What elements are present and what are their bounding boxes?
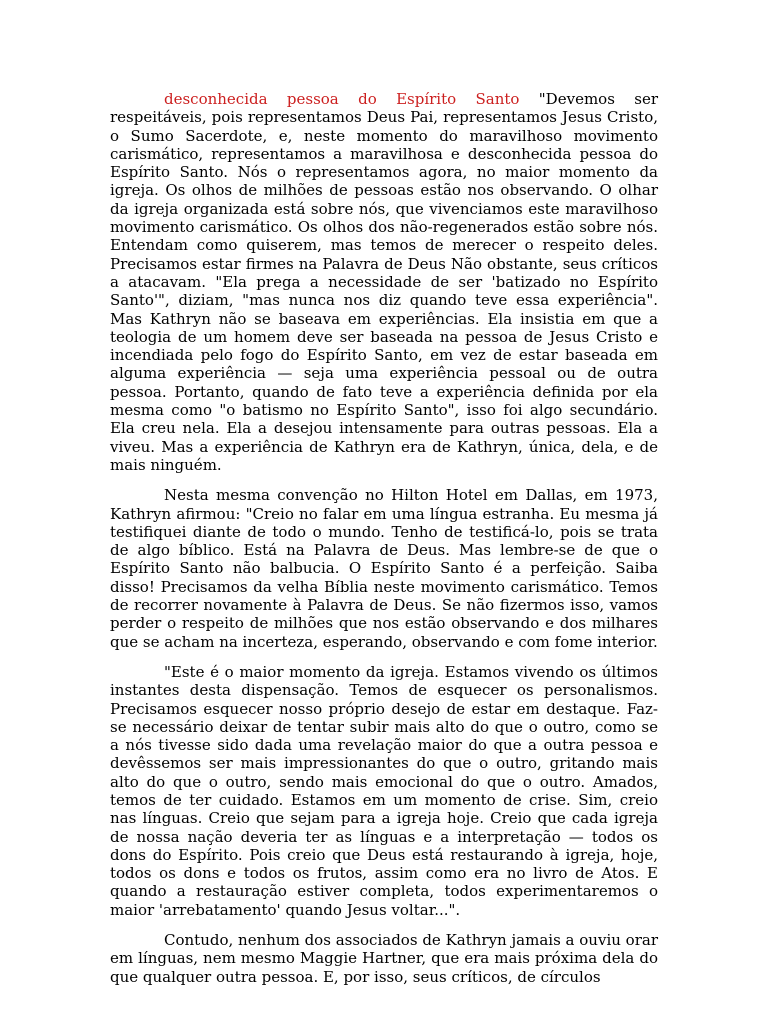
paragraph-2: Nesta mesma convenção no Hilton Hotel em Dallas, em 1973, Kathryn afirmou: "Creio no falar em uma língua estranha. Eu mesma já testifiquei diante de todo o mundo. Tenho de testificá-lo, pois se trata de algo bíblico. Está na Palavra de Deus. Mas lembre-se de que o Espírito Santo não balbucia. O Espírito Santo é a perfeição. Saiba disso! Precisamos da velha Bíblia neste movimento carismático. Temos de recorrer novamente à Palavra de Deus. Se não fizermos isso, vamos perder o respeito de milhões que nos estão observando e dos milhares que se acham na incerteza, esperando, observando e com fome interior. (110, 486, 658, 651)
paragraph-4: Contudo, nenhum dos associados de Kathryn jamais a ouviu orar em línguas, nem mesmo Maggie Hartner, que era mais próxima dela do que qualquer outra pessoa. E, por isso, seus críticos, de círculos (110, 931, 658, 986)
paragraph-1 (110, 90, 658, 474)
highlighted-phrase: desconhecida pessoa do Espírito Santo (164, 90, 520, 108)
paragraph-3: "Este é o maior momento da igreja. Estamos vivendo os últimos instantes desta dispensação. Temos de esquecer os personalismos. Precisamos esquecer nosso próprio desejo de estar em destaque. Faz-se necessário deixar de tentar subir mais alto do que o outro, como se a nós tivesse sido dada uma revelação maior do que a outra pessoa e devêssemos ser mais impressionantes do que o outro, gritando mais alto do que o outro, sendo mais emocional do que o outro. Amados, temos de ter cuidado. Estamos em um momento de crise. Sim, creio nas línguas. Creio que sejam para a igreja hoje. Creio que cada igreja de nossa nação deveria ter as línguas e a interpretação — todos os dons do Espírito. Pois creio que Deus está restaurando à igreja, hoje, todos os dons e todos os frutos, assim como era no livro de Atos. E quando a restauração estiver completa, todos experimentaremos o maior 'arrebatamento' quando Jesus voltar...". (110, 662, 658, 919)
document-page (110, 90, 658, 998)
paragraph-1-text: "Devemos ser respeitáveis, pois representamos Deus Pai, representamos Jesus Cristo, o Sumo Sacerdote, e, neste momento do maravilhoso movimento carismático, representamos a maravilhosa e desconhecida pessoa do Espírito Santo. Nós o representamos agora, no maior momento da igreja. Os olhos de milhões de pessoas estão nos observando. O olhar da igreja organizada está sobre nós, que vivenciamos este maravilhoso movimento carismático. Os olhos dos não-regenerados estão sobre nós. Entendam como quiserem, mas temos de merecer o respeito deles. Precisamos estar firmes na Palavra de Deus Não obstante, seus críticos a atacavam. "Ela prega a necessidade de ser 'batizado no Espírito Santo'", diziam, "mas nunca nos diz quando teve essa experiência". Mas Kathryn não se baseava em experiências. Ela insistia em que a teologia de um homem deve ser baseada na pessoa de Jesus Cristo e incendiada pelo fogo do Espírito Santo, em vez de estar baseada em alguma experiência — seja uma experiência pessoal ou de outra pessoa. Portanto, quando de fato teve a experiência definida por ela mesma como "o batismo no Espírito Santo", isso foi algo secundário. Ela creu nela. Ela a desejou intensamente para outras pessoas. Ela a viveu. Mas a experiência de Kathryn era de Kathryn, única, dela, e de mais ninguém. (110, 90, 658, 474)
